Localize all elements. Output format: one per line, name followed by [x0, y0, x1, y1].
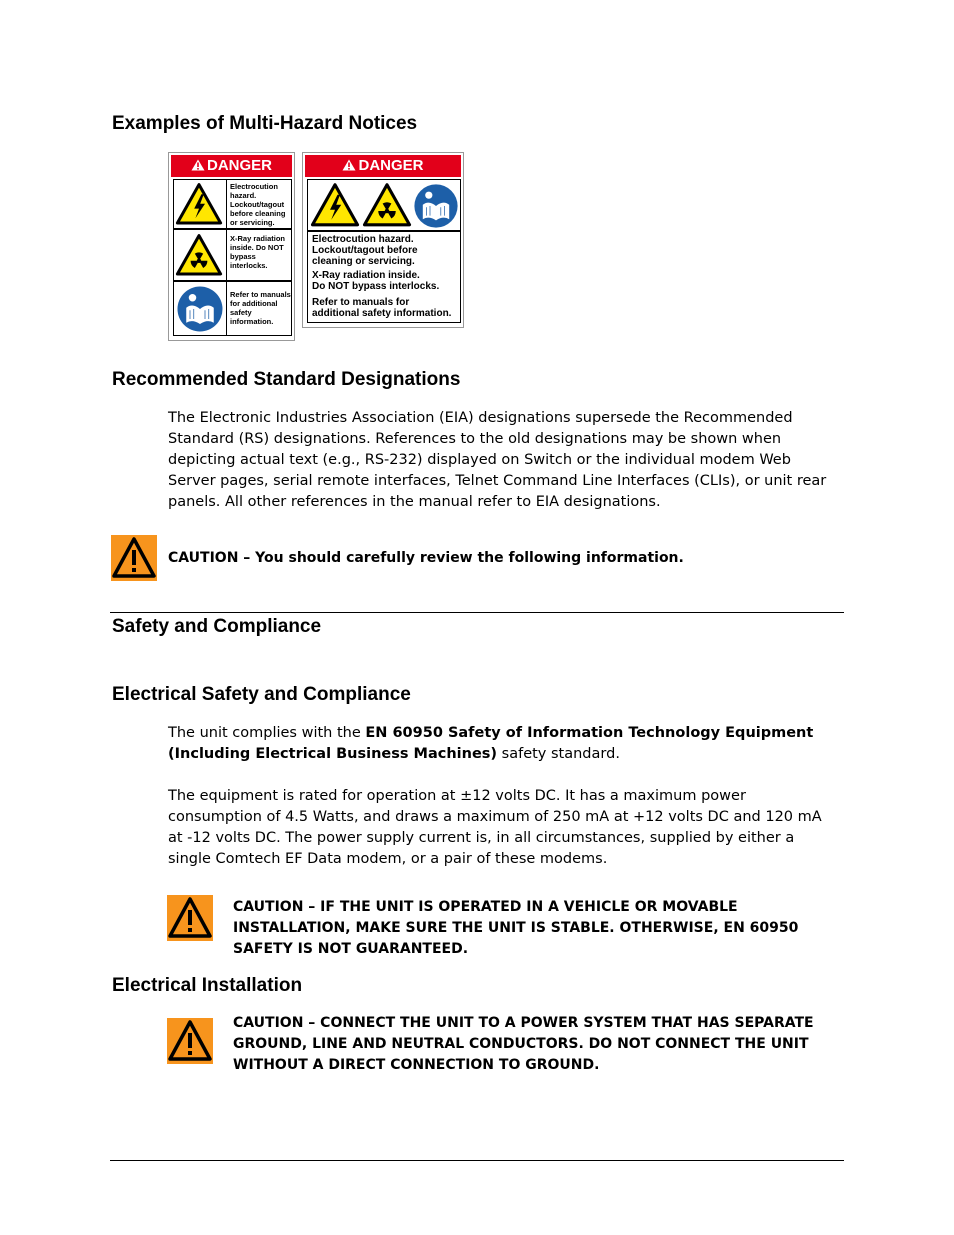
hazard-line: additional safety information. [312, 308, 452, 319]
radiation-icon [362, 181, 412, 231]
hazard-row-electrocution [173, 179, 292, 229]
hazard-line: Electrocution hazard. [312, 234, 414, 245]
danger-header [171, 155, 292, 177]
warning-triangle-icon [167, 1018, 213, 1064]
hazard-text-xray: X-Ray radiation inside. Do NOT bypass interlocks. [230, 234, 286, 270]
compliance-suffix: safety standard. [497, 746, 620, 762]
rs-designations-heading: Recommended Standard Designations [112, 369, 461, 390]
section-divider [110, 612, 844, 613]
caution-icon [167, 895, 213, 941]
compliance-standard: EN 60950 Safety of Information Technology Equipment (Including Electrical Business Machines) [168, 725, 814, 762]
danger-label-stacked [168, 152, 295, 341]
hazard-line: Lockout/tagout before [312, 245, 418, 256]
warning-triangle-icon [111, 535, 157, 581]
hazard-text-block [307, 231, 461, 323]
warning-icon [191, 159, 205, 171]
compliance-prefix: The unit complies with the [168, 725, 366, 741]
danger-label-text: DANGER [206, 157, 272, 174]
compliance-paragraph [168, 723, 838, 765]
electrical-installation-heading: Electrical Installation [112, 975, 303, 996]
hazard-line: Do NOT bypass interlocks. [312, 281, 440, 292]
multi-hazard-heading: Examples of Multi-Hazard Notices [112, 113, 418, 134]
hazard-line: cleaning or servicing. [312, 256, 415, 267]
caution-review-text: CAUTION – You should carefully review the following information. [168, 550, 684, 566]
hazard-line: Refer to manuals for [312, 297, 410, 308]
hazard-line: X-Ray radiation inside. [312, 270, 420, 281]
rating-paragraph: The equipment is rated for operation at ±12 volts DC. It has a maximum power consumption of 4.5 Watts, and draws a maximum of 250 mA at +12 volts DC and 120 mA at -12 volts DC. The power supply current is, in all circumstances, supplied by either a single Comtech EF Data modem, or a pair of these modems. [168, 788, 822, 867]
footer-divider [110, 1160, 844, 1161]
read-manual-icon [412, 182, 460, 230]
danger-label-grouped [302, 152, 464, 328]
hazard-icons-row [307, 179, 461, 231]
warning-triangle-icon [167, 895, 213, 941]
caution-icon [167, 1018, 213, 1064]
read-manual-icon [175, 284, 225, 334]
caution-vehicle-text: CAUTION – IF THE UNIT IS OPERATED IN A VEHICLE OR MOVABLE INSTALLATION, MAKE SURE THE UNIT IS STABLE. OTHERWISE, EN 60950 SAFETY IS NOT GUARANTEED. [233, 899, 799, 957]
electrocution-icon [310, 181, 360, 231]
danger-header [305, 155, 461, 177]
danger-label-text: DANGER [358, 157, 424, 174]
radiation-icon [175, 232, 223, 280]
hazard-text-manual: Refer to manuals for additional safety information. [230, 290, 291, 326]
hazard-row-xray [173, 229, 292, 281]
hazard-row-manual [173, 281, 292, 336]
safety-compliance-heading: Safety and Compliance [112, 616, 322, 637]
electrical-safety-heading: Electrical Safety and Compliance [112, 684, 411, 705]
caution-ground-text: CAUTION – CONNECT THE UNIT TO A POWER SYSTEM THAT HAS SEPARATE GROUND, LINE AND NEUTRAL CONDUCTORS. DO NOT CONNECT THE UNIT WITHOUT A DIRECT CONNECTION TO GROUND. [233, 1015, 814, 1073]
hazard-text-electrocution: Electrocution hazard. Lockout/tagout before cleaning or servicing. [230, 182, 286, 227]
caution-icon [111, 535, 157, 581]
warning-icon [342, 159, 356, 171]
electrocution-icon [175, 181, 223, 229]
rs-designations-paragraph: The Electronic Industries Association (EIA) designations supersede the Recommended Standard (RS) designations. References to the old designations may be shown when depicting actual text (e.g., RS-232) displayed on Switch or the individual modem Web Server pages, serial remote interfaces, Telnet Command Line Interfaces (CLIs), or unit rear panels. All other references in the manual refer to EIA designations. [168, 410, 827, 510]
